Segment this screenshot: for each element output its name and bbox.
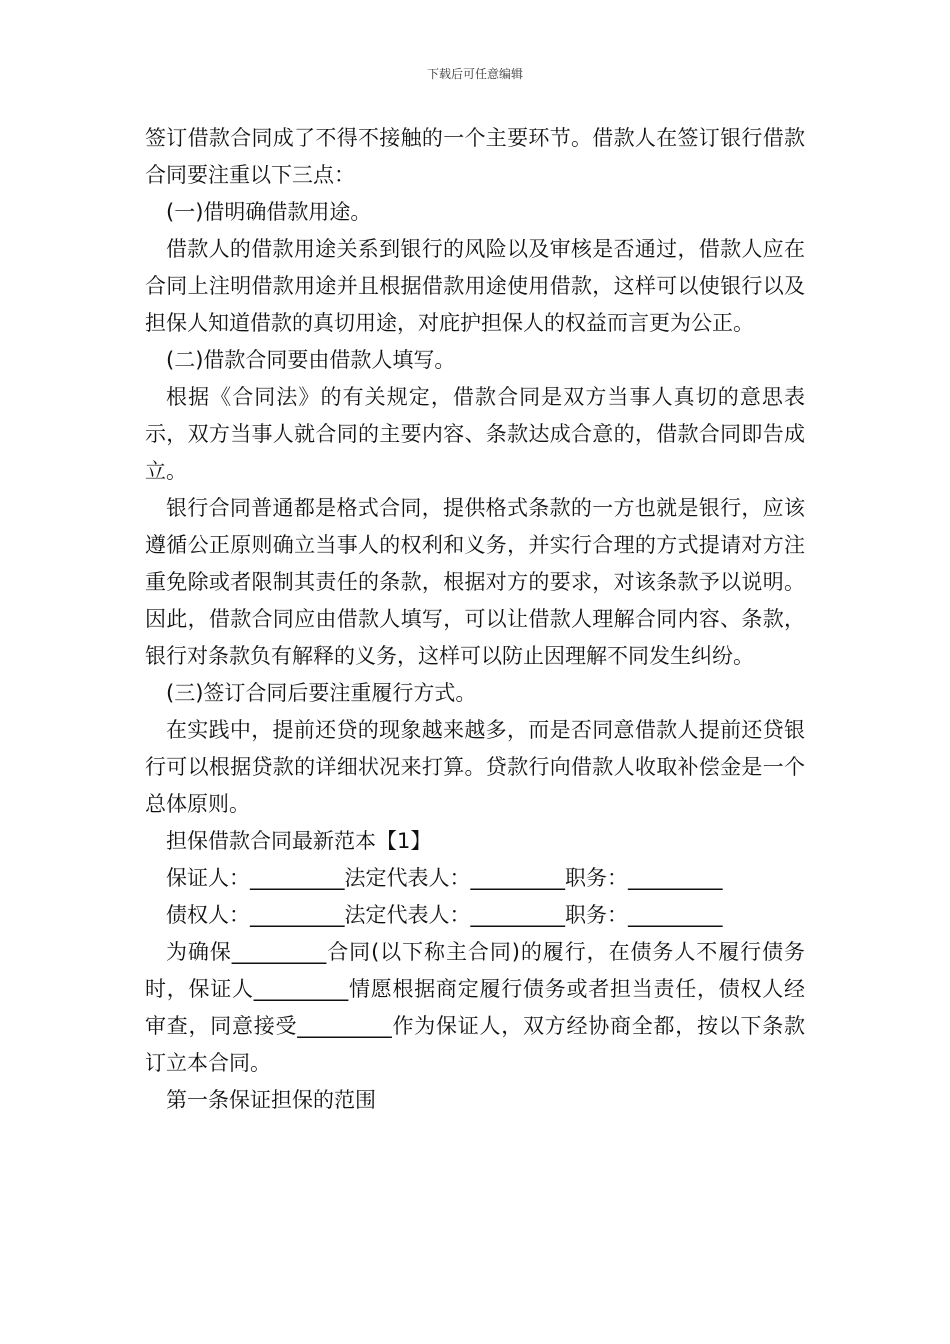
template-title: 担保借款合同最新范本【1】: [166, 829, 432, 853]
section-heading-1: (一)借明确借款用途。: [166, 200, 372, 224]
creditor-line: 债权人：_________法定代表人：_________职务：_________: [166, 903, 723, 927]
paragraph-preamble: 为确保_________合同(以下称主合同)的履行，在债务人不履行债务时，保证人_________情愿根据商定履行债务或者担当责任，债权人经审查，同意接受_________作为保证人，双方经协商全都，按以下条款订立本合同。: [145, 940, 805, 1075]
section-heading-3: (三)签订合同后要注重履行方式。: [166, 681, 477, 705]
paragraph-contract-law: 根据《合同法》的有关规定，借款合同是双方当事人真切的意思表示，双方当事人就合同的主要内容、条款达成合意的，借款合同即告成立。: [145, 385, 805, 483]
section-heading-2: (二)借款合同要由借款人填写。: [166, 348, 456, 372]
paragraph-purpose: 借款人的借款用途关系到银行的风险以及审核是否通过，借款人应在合同上注明借款用途并且根据借款用途使用借款，这样可以使银行以及担保人知道借款的真切用途，对庇护担保人的权益而言更为公正。: [145, 237, 805, 335]
guarantor-line: 保证人：_________法定代表人：_________职务：_________: [166, 866, 723, 890]
paragraph-intro: 签订借款合同成了不得不接触的一个主要环节。借款人在签订银行借款合同要注重以下三点：: [145, 126, 805, 187]
paragraph-format-contract: 银行合同普通都是格式合同，提供格式条款的一方也就是银行，应该遵循公正原则确立当事人的权利和义务，并实行合理的方式提请对方注重免除或者限制其责任的条款，根据对方的要求，对该条款予以说明。因此，借款合同应由借款人填写，可以让借款人理解合同内容、条款，银行对条款负有解释的义务，这样可以防止因理解不同发生纠纷。: [145, 496, 805, 668]
article-1-heading: 第一条保证担保的范围: [166, 1088, 376, 1112]
document-body: [145, 120, 805, 1119]
paragraph-early-repayment: 在实践中，提前还贷的现象越来越多，而是否同意借款人提前还贷银行可以根据贷款的详细状况来打算。贷款行向借款人收取补偿金是一个总体原则。: [145, 718, 805, 816]
page-header: 下载后可任意编辑: [426, 67, 523, 81]
